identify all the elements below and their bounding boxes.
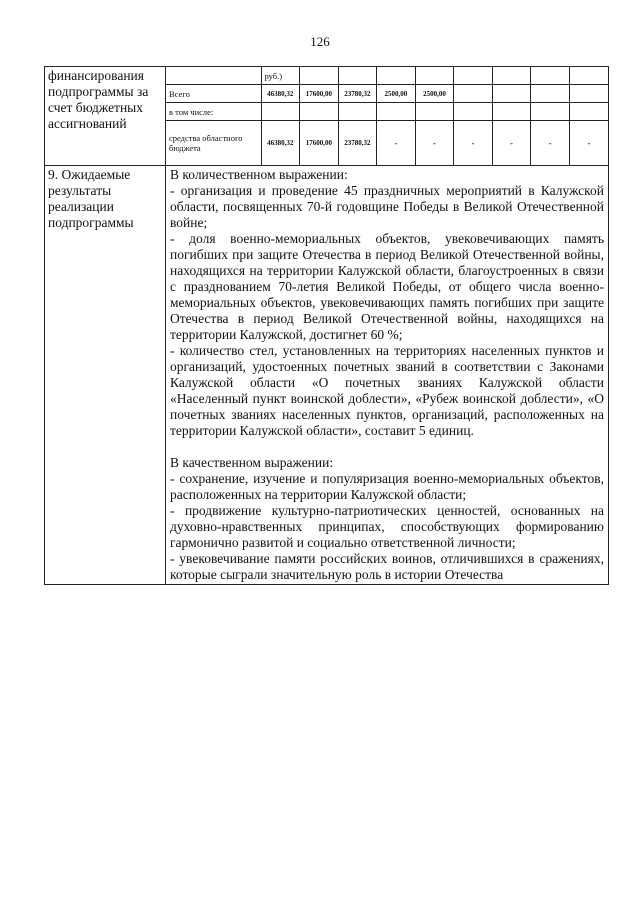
paragraph: - продвижение культурно-патриотических ценностей, основанных на духовно-нравственных принципах, способствующих формированию гармонично развитой и социально ответственной личности; [170, 503, 604, 550]
value-cell: - [531, 121, 570, 166]
row-label: в том числе: [166, 103, 261, 121]
value-cell [531, 103, 570, 121]
paragraph: - организация и проведение 45 праздничных мероприятий в Калужской области, посвященных 70-й годовщине Победы в Великой Отечественной войне; [170, 183, 604, 230]
paragraph: В количественном выражении: [170, 167, 348, 182]
value-cell: 23780,32 [338, 121, 377, 166]
value-cell: - [569, 121, 608, 166]
value-cell [492, 103, 531, 121]
financing-values-cell [166, 67, 609, 166]
financing-row [45, 67, 609, 166]
value-cell: 2500,00 [377, 85, 416, 103]
row-label: Всего [166, 85, 261, 103]
financing-label: финансирования подпрограммы за счет бюджетных ассигнований [45, 67, 166, 166]
paragraph: - количество стел, установленных на территориях населенных пунктов и организаций, удостоенных почетных званий в соответствии с Законами Калужской области «О почетных званиях Калужской области «Населенный пункт воинской доблести», «Рубеж воинской доблести», «О почетных званиях населенных пунктов, организаций, расположенных на территории Калужской области», составит 5 единиц. [170, 343, 604, 438]
value-cell [300, 103, 339, 121]
value-cell: - [454, 121, 493, 166]
value-cell: 2500,00 [415, 85, 454, 103]
value-cell [338, 103, 377, 121]
results-content [166, 166, 609, 585]
row-label: средства областного бюджета [166, 121, 261, 166]
value-cell: 17600,00 [300, 85, 339, 103]
value-cell [569, 85, 608, 103]
value-cell: - [415, 121, 454, 166]
paragraph: - доля военно-мемориальных объектов, увековечивающих память погибших при защите Отечества в период Великой Отечественной войны, находящихся на территории Калужской области, благоустроенных в связи с празднованием 70-летия Великой Победы, от общего числа военно-мемориальных объектов, увековечивающих память погибших при защите Отечества в период Великой Отечественной войны, находящихся на территории Калужской, достигнет 60 %; [170, 231, 604, 342]
unit-label: руб.) [261, 67, 300, 85]
value-cell: 46380,32 [261, 121, 300, 166]
financing-table [166, 67, 608, 165]
paragraph: В качественном выражении: [170, 455, 334, 470]
value-cell [454, 85, 493, 103]
regional-budget-row [166, 121, 608, 166]
paragraph: - сохранение, изучение и популяризация военно-мемориальных объектов, расположенных на территории Калужской области; [170, 471, 604, 502]
unit-row [166, 67, 608, 85]
value-cell: 17600,00 [300, 121, 339, 166]
including-row [166, 103, 608, 121]
value-cell [261, 103, 300, 121]
results-label: 9. Ожидаемые результаты реализации подпрограммы [45, 166, 166, 585]
value-cell [454, 103, 493, 121]
value-cell: - [492, 121, 531, 166]
results-row [45, 166, 609, 585]
value-cell: 46380,32 [261, 85, 300, 103]
total-row [166, 85, 608, 103]
value-cell [377, 103, 416, 121]
value-cell [569, 103, 608, 121]
page-number: 126 [310, 34, 330, 49]
value-cell: - [377, 121, 416, 166]
paragraph: - увековечивание памяти российских воинов, отличившихся в сражениях, которые сыграли значительную роль в истории Отечества [170, 551, 604, 582]
passport-table [44, 66, 609, 585]
value-cell [415, 103, 454, 121]
value-cell: 23780,32 [338, 85, 377, 103]
value-cell [531, 85, 570, 103]
value-cell [492, 85, 531, 103]
